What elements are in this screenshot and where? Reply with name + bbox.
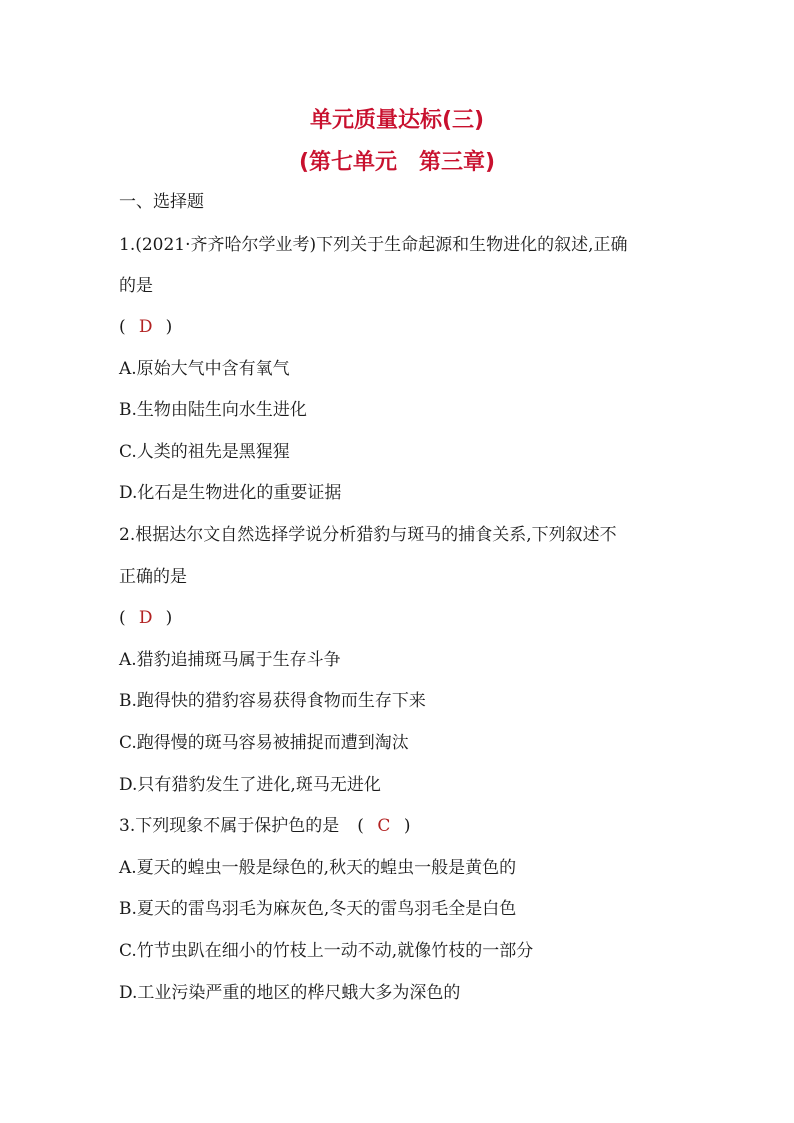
question-3-option-c: C.竹节虫趴在细小的竹枝上一动不动,就像竹枝的一部分 [119,941,534,961]
page-subtitle: (第七单元 第三章) [298,150,496,175]
question-2-answer: D [138,608,153,628]
question-3-stem: 3.下列现象不属于保护色的是 ( C ) [119,816,411,836]
question-1-option-c: C.人类的祖先是黑猩猩 [119,442,290,462]
question-1-answer-bracket: ( D ) [119,317,173,337]
question-1-answer: D [138,317,153,337]
question-2-stem-line1: 2.根据达尔文自然选择学说分析猎豹与斑马的捕食关系,下列叙述不 [119,525,617,545]
question-3-answer: C [377,816,391,836]
question-1-stem-line2: 的是 [119,276,153,296]
question-2-option-d: D.只有猎豹发生了进化,斑马无进化 [119,775,381,795]
question-2-answer-bracket: ( D ) [119,608,173,628]
question-2-option-a: A.猎豹追捕斑马属于生存斗争 [119,650,341,670]
question-1-option-a: A.原始大气中含有氧气 [119,359,290,379]
question-2-option-b: B.跑得快的猎豹容易获得食物而生存下来 [119,691,426,711]
question-2-stem-line2: 正确的是 [119,567,187,587]
question-2-option-c: C.跑得慢的斑马容易被捕捉而遭到淘汰 [119,733,409,753]
question-3-option-d: D.工业污染严重的地区的桦尺蛾大多为深色的 [119,983,461,1003]
question-3-option-a: A.夏天的蝗虫一般是绿色的,秋天的蝗虫一般是黄色的 [119,858,517,878]
question-1-stem-line1: 1.(2021·齐齐哈尔学业考)下列关于生命起源和生物进化的叙述,正确 [119,235,628,255]
question-3-stem-text: 3.下列现象不属于保护色的是 [119,816,340,836]
question-1-option-b: B.生物由陆生向水生进化 [119,400,307,420]
question-1-option-d: D.化石是生物进化的重要证据 [119,483,342,503]
section-heading: 一、选择题 [119,192,204,212]
question-3-option-b: B.夏天的雷鸟羽毛为麻灰色,冬天的雷鸟羽毛全是白色 [119,899,517,919]
page-title: 单元质量达标(三) [309,108,485,133]
